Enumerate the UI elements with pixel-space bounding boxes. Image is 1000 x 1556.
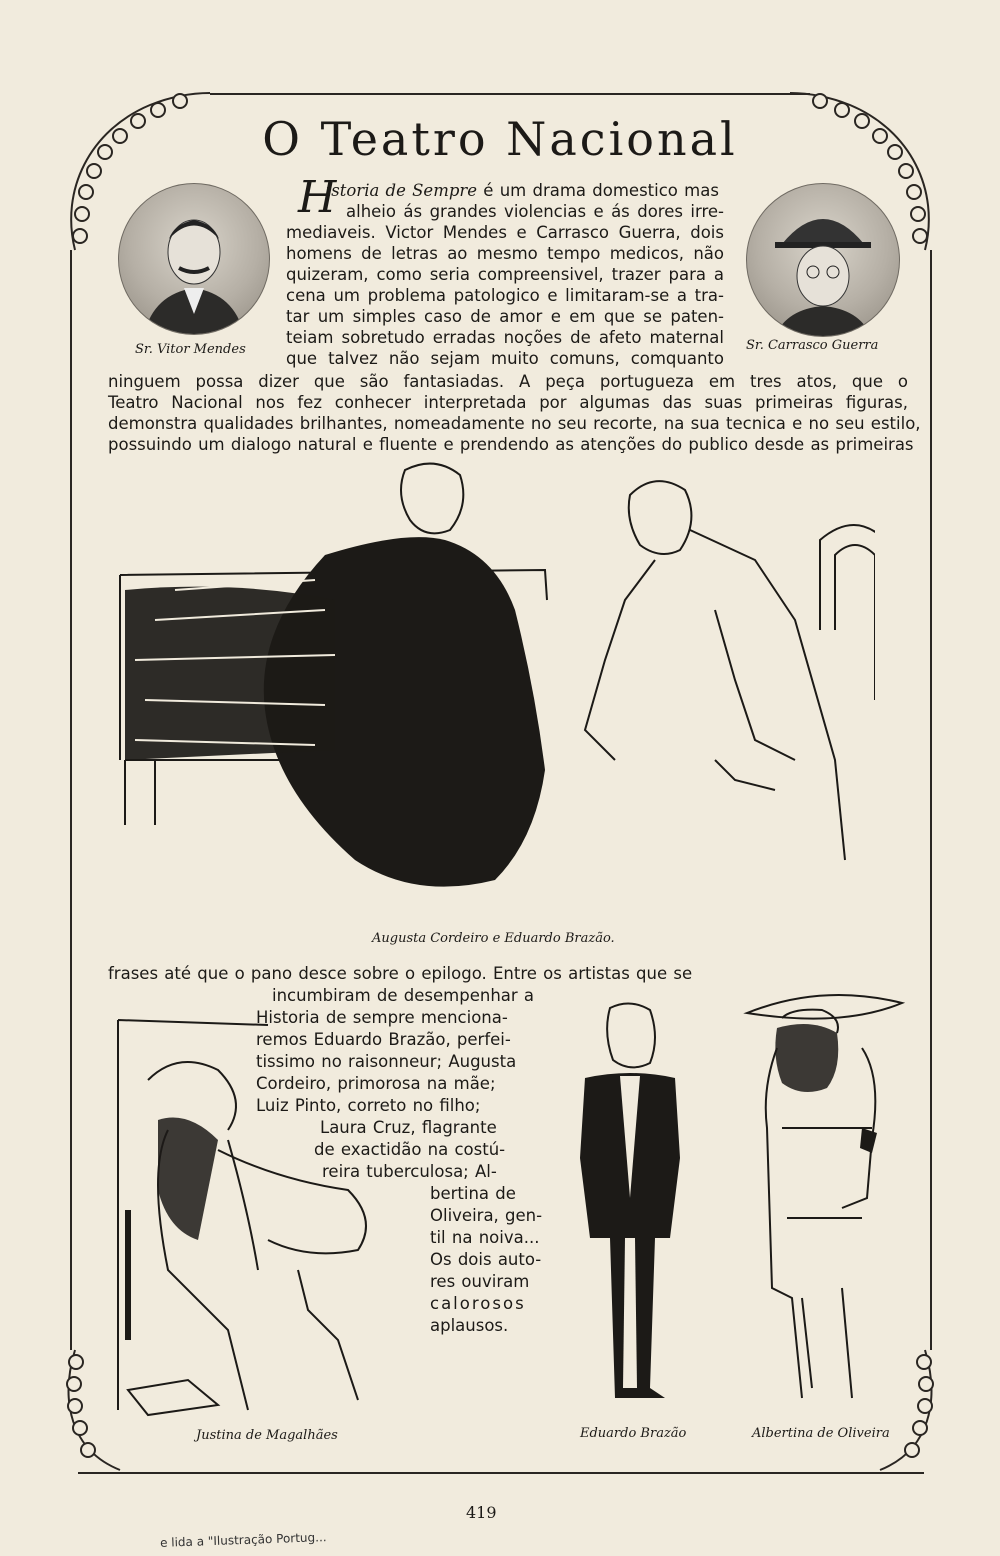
full-line: Teatro Nacional nos fez conhecer interpretada por algumas das suas primeiras figuras, [108, 393, 908, 412]
man-with-hat-portrait-icon [747, 184, 899, 336]
sketch-albertina-de-oliveira [742, 988, 912, 1428]
play-title: istoria de Sempre [326, 181, 478, 200]
continuation-line: Luiz Pinto, correto no filho; [256, 1096, 481, 1115]
sketch-eduardo-brazao [555, 998, 705, 1428]
continuation-line: Oliveira, gen- [430, 1206, 543, 1225]
continuation-line: incumbiram de desempenhar a [272, 986, 535, 1005]
caption-eduardo-brazao: Eduardo Brazão [580, 1426, 687, 1441]
full-line: possuindo um dialogo natural e fluente e prendendo as atenções do publico desde as primeiras [108, 435, 914, 454]
main-illustration [115, 460, 875, 930]
continuation-line: tissimo no raisonneur; Augusta [256, 1052, 517, 1071]
intro-first-line-rest: é um drama domestico mas [477, 181, 719, 200]
continuation-line: Cordeiro, primorosa na mãe; [256, 1074, 496, 1093]
intro-line: teiam sobretudo erradas noções de afeto maternal [286, 328, 724, 347]
intro-line: cena um problema patologico e limitaram-se a tra- [286, 286, 724, 305]
page-number: 419 [466, 1503, 497, 1522]
continuation-line: reira tuberculosa; Al- [322, 1162, 497, 1181]
caption-carrasco-guerra: Sr. Carrasco Guerra [746, 338, 879, 353]
page-title: O Teatro Nacional [262, 112, 738, 166]
continuation-line: res ouviram [430, 1272, 530, 1291]
continuation-line: bertina de [430, 1184, 516, 1203]
continuation-line: til na noiva... [430, 1228, 540, 1247]
continuation-line: aplausos. [430, 1316, 509, 1335]
drop-cap: H [298, 172, 337, 223]
caption-vitor-mendes: Sr. Vitor Mendes [135, 342, 246, 357]
man-portrait-icon [119, 184, 269, 334]
continuation-line: de exactidão na costú- [314, 1140, 506, 1159]
continuation-line: calorosos [430, 1294, 526, 1313]
footer-fragment: e lida a "Ilustração Portug... [159, 1530, 327, 1550]
continuation-line: Os dois auto- [430, 1250, 542, 1269]
intro-line: tar um simples caso de amor e em que se paten- [286, 307, 724, 326]
full-line: demonstra qualidades brilhantes, nomeadamente no seu recorte, na sua tecnica e no seu estilo, [108, 414, 921, 433]
intro-line: mediaveis. Victor Mendes e Carrasco Guerra, dois [286, 223, 724, 242]
portrait-vitor-mendes [118, 183, 270, 335]
continuation-line: Historia de sempre menciona- [256, 1008, 508, 1027]
intro-first-line [326, 180, 724, 201]
continuation-first-line: frases até que o pano desce sobre o epilogo. Entre os artistas que se [108, 964, 693, 983]
caption-justina-de-magalhaes: Justina de Magalhães [196, 1428, 338, 1443]
intro-line: homens de letras ao mesmo tempo medicos, não [286, 244, 724, 263]
intro-line: que talvez não sejam muito comuns, comquanto [286, 349, 724, 368]
full-line: ninguem possa dizer que são fantasiadas. A peça portugueza em tres atos, que o [108, 372, 908, 391]
sketch-justina-de-magalhaes [108, 1010, 438, 1430]
continuation-line: Laura Cruz, flagrante [320, 1118, 497, 1137]
caption-albertina-de-oliveira: Albertina de Oliveira [752, 1426, 890, 1441]
main-illustration-caption: Augusta Cordeiro e Eduardo Brazão. [372, 931, 615, 946]
continuation-line: remos Eduardo Brazão, perfei- [256, 1030, 511, 1049]
portrait-carrasco-guerra [746, 183, 900, 337]
intro-line: quizeram, como seria compreensivel, trazer para a [286, 265, 724, 284]
intro-line: alheio ás grandes violencias e ás dores irre- [346, 202, 724, 221]
